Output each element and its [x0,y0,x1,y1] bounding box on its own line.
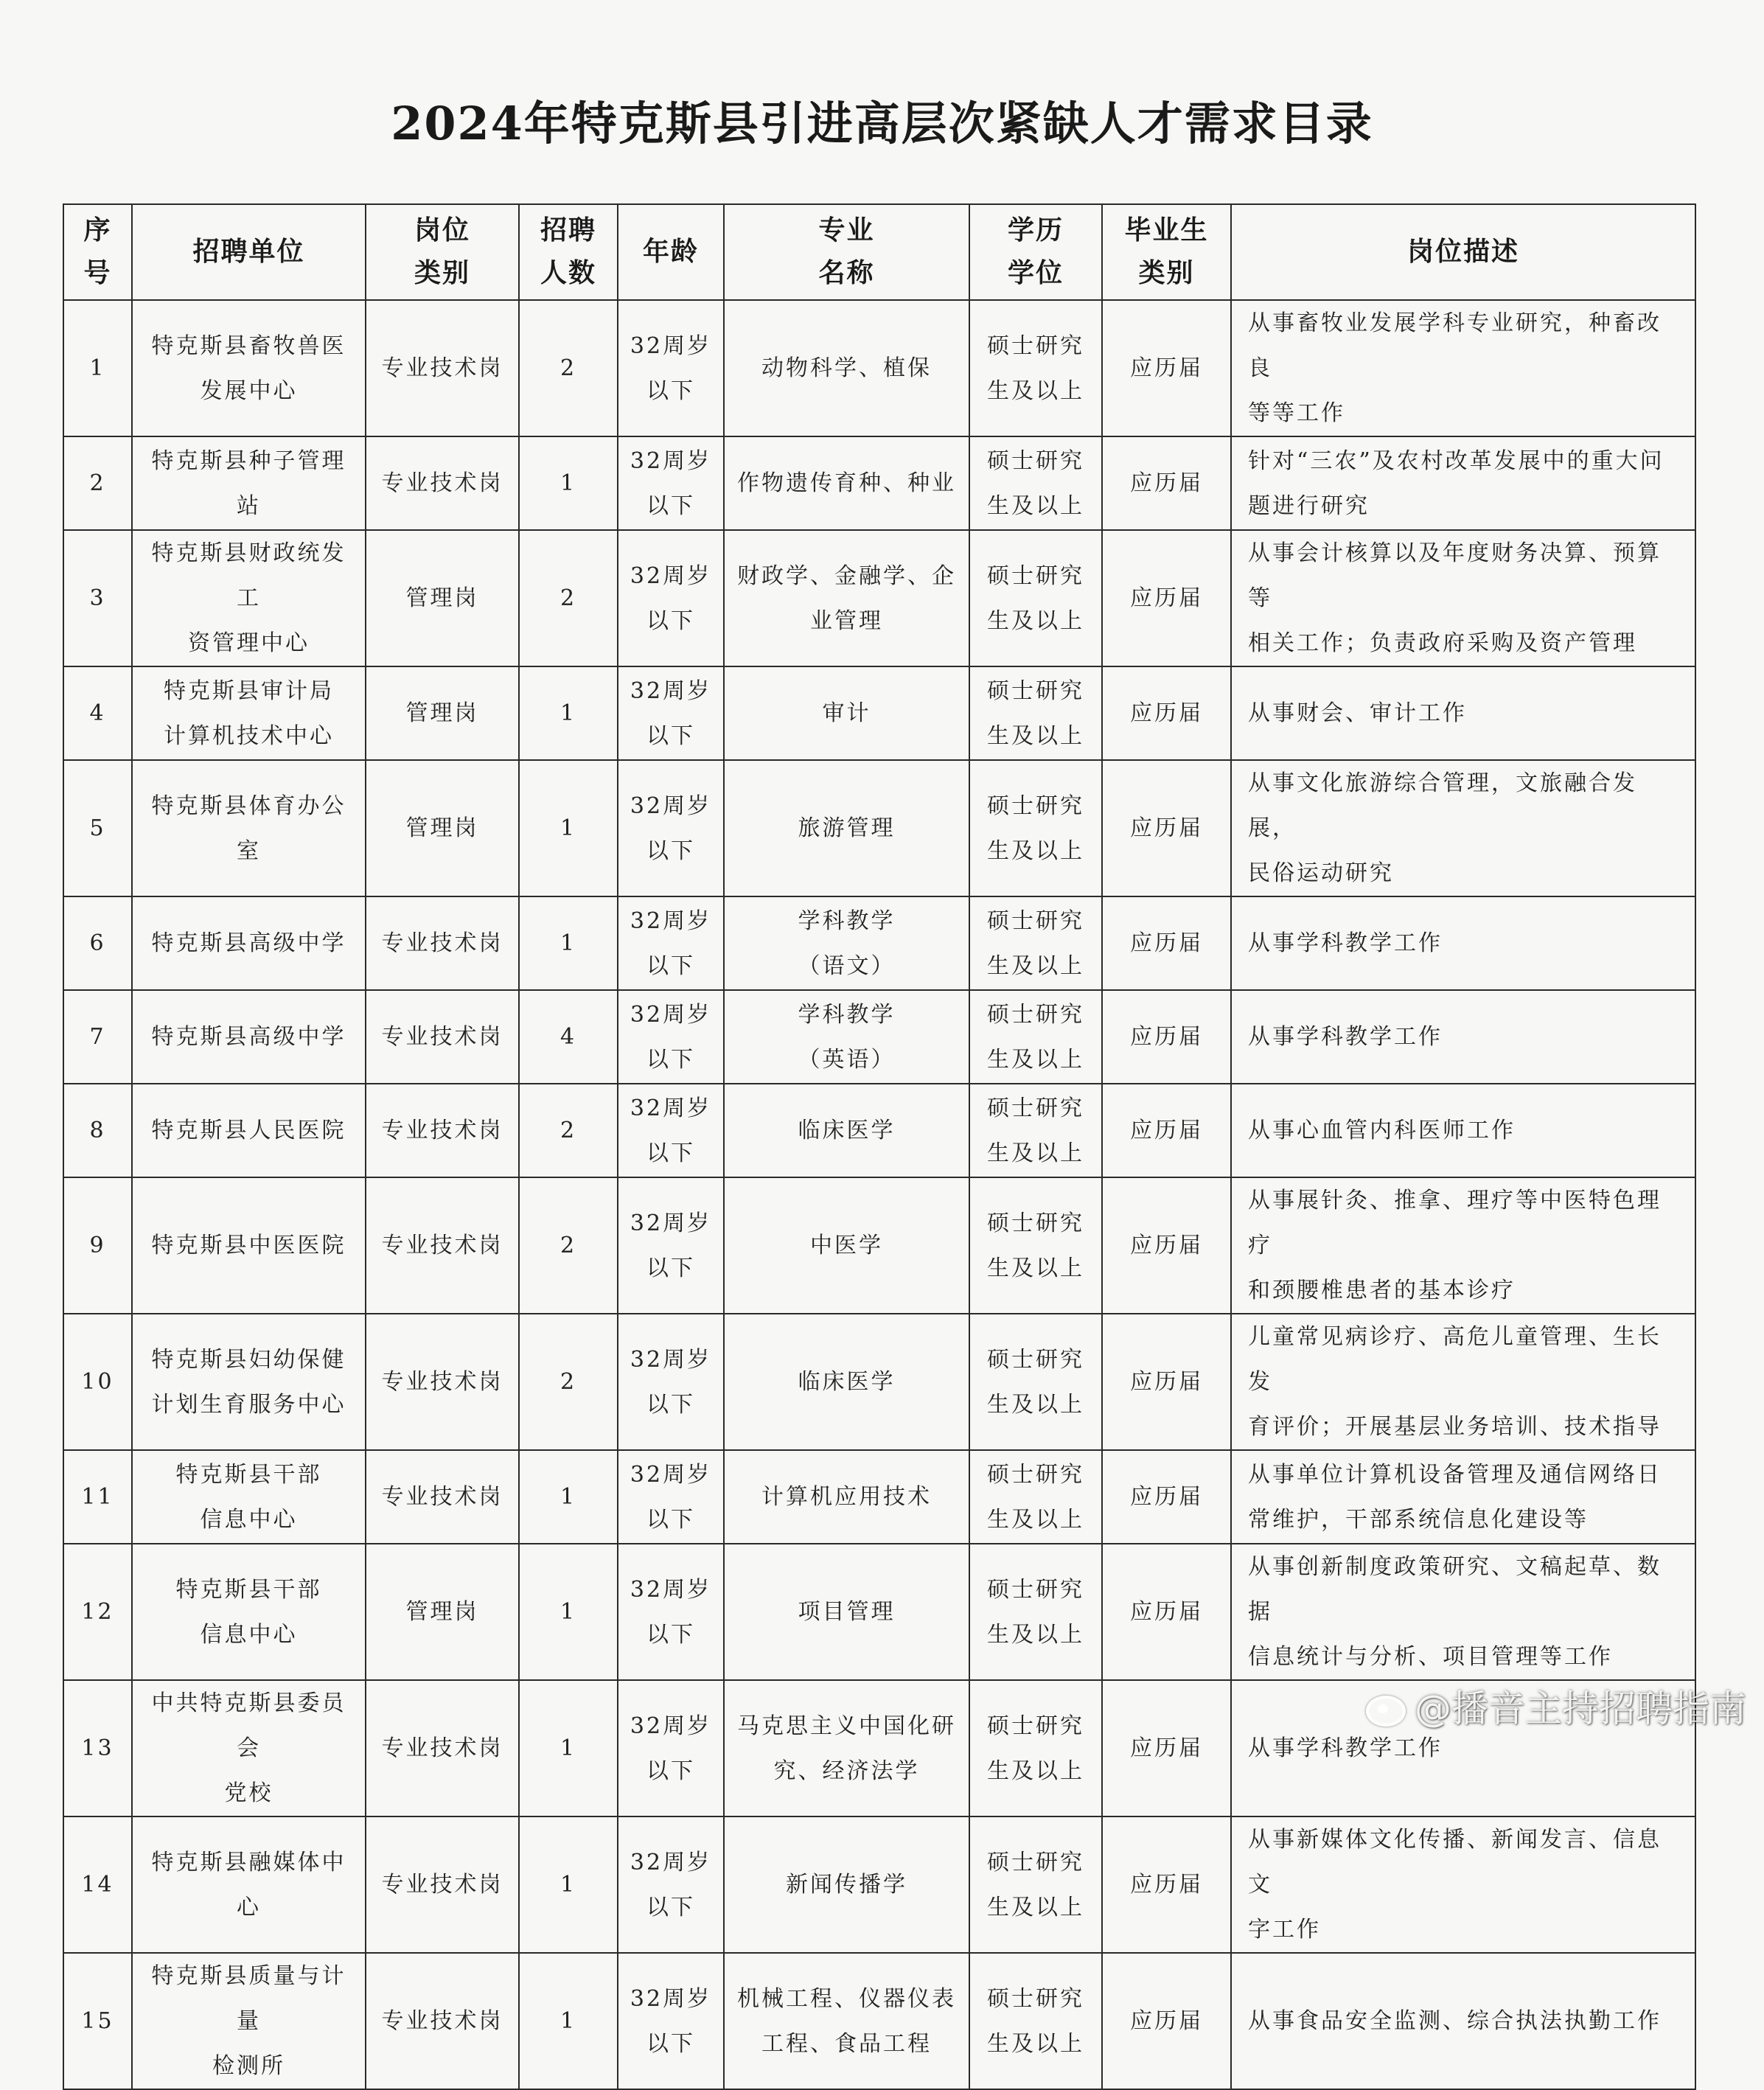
cell-age [618,530,724,666]
cell-age-line: 以下 [646,1046,695,1073]
cell-degree [969,990,1102,1084]
header-description: 岗位描述 [1231,204,1695,300]
cell-count: 2 [519,300,618,436]
cell-description-line: 从事学科教学工作 [1248,1735,1443,1761]
cell-degree [969,436,1102,530]
cell-age [618,1314,724,1450]
cell-age-line: 以下 [646,607,695,634]
cell-grad-type: 应历届 [1102,1450,1231,1544]
cell-age [618,1177,724,1314]
cell-unit-line: 特克斯县干部 [175,1461,322,1488]
cell-age-line: 32周岁 [630,908,712,934]
cell-seq: 13 [63,1680,132,1816]
cell-description [1231,896,1695,990]
table-row [63,666,1695,760]
cell-age-line: 以下 [646,2030,695,2057]
cell-major [724,1450,969,1544]
table-row [63,300,1695,436]
cell-age-line: 32周岁 [630,1713,712,1739]
cell-post-type: 管理岗 [366,1544,519,1680]
cell-degree [969,666,1102,760]
cell-unit [132,896,366,990]
cell-degree-line: 生及以上 [987,492,1084,519]
cell-unit-line: 特克斯县融媒体中心 [151,1849,346,1920]
header-row [63,204,1695,300]
cell-degree-line: 生及以上 [987,1140,1084,1166]
cell-seq: 3 [63,530,132,666]
header-count: 招聘 人数 [519,204,618,300]
cell-description [1231,300,1695,436]
cell-grad-type: 应历届 [1102,1084,1231,1177]
cell-degree-line: 硕士研究 [987,1713,1084,1739]
cell-grad-type: 应历届 [1102,1314,1231,1450]
cell-degree [969,1314,1102,1450]
cell-major [724,300,969,436]
cell-seq: 10 [63,1314,132,1450]
cell-seq: 2 [63,436,132,530]
table-row [63,530,1695,666]
cell-unit-line: 特克斯县高级中学 [151,1024,346,1050]
cell-description-line: 从事创新制度政策研究、文稿起草、数据 [1248,1554,1662,1625]
cell-description-line: 等等工作 [1248,400,1345,426]
cell-post-type: 专业技术岗 [366,1177,519,1314]
cell-age [618,760,724,896]
cell-degree [969,896,1102,990]
cell-degree [969,1177,1102,1314]
cell-description-line: 从事财会、审计工作 [1248,700,1467,726]
cell-grad-type: 应历届 [1102,1680,1231,1816]
weibo-icon [1363,1688,1406,1724]
cell-major [724,530,969,666]
cell-major [724,990,969,1084]
cell-post-type: 管理岗 [366,666,519,760]
cell-degree-line: 硕士研究 [987,1849,1084,1875]
cell-post-type: 专业技术岗 [366,300,519,436]
cell-description [1231,530,1695,666]
cell-major [724,1177,969,1314]
cell-count: 1 [519,1680,618,1816]
cell-major-line: （语文） [798,952,896,979]
cell-degree-line: 硕士研究 [987,1095,1084,1121]
cell-age [618,666,724,760]
cell-age-line: 以下 [646,952,695,979]
cell-unit-line: 特克斯县畜牧兽医 [151,332,346,359]
cell-age-line: 以下 [646,1391,695,1418]
cell-post-type: 专业技术岗 [366,1680,519,1816]
cell-seq: 5 [63,760,132,896]
cell-unit-line: 特克斯县人民医院 [151,1118,346,1143]
table-row [63,1544,1695,1680]
cell-description-line: 从事单位计算机设备管理及通信网络日 [1248,1461,1662,1488]
cell-unit-line: 特克斯县体育办公室 [151,793,346,864]
cell-unit [132,1816,366,1953]
cell-grad-type: 应历届 [1102,1177,1231,1314]
cell-unit-line: 计算机技术中心 [164,722,334,749]
cell-description-line: 育评价；开展基层业务培训、技术指导 [1248,1414,1662,1440]
talent-catalog-table [63,203,1696,2090]
cell-unit [132,436,366,530]
cell-age-line: 以下 [646,1621,695,1648]
cell-grad-type: 应历届 [1102,436,1231,530]
cell-post-type: 专业技术岗 [366,990,519,1084]
cell-major [724,1680,969,1816]
cell-count: 1 [519,666,618,760]
cell-seq: 14 [63,1816,132,1953]
cell-unit-line: 信息中心 [200,1621,298,1648]
cell-count: 4 [519,990,618,1084]
page-title: 2024年特克斯县引进高层次紧缺人才需求目录 [391,97,1373,150]
cell-age-line: 以下 [646,492,695,519]
cell-description-line: 从事学科教学工作 [1248,1024,1443,1050]
cell-unit-line: 中共特克斯县委员会 [151,1690,346,1761]
cell-age [618,300,724,436]
cell-unit-line: 党校 [224,1780,273,1806]
cell-description [1231,1953,1695,2089]
cell-unit-line: 特克斯县财政统发工 [151,540,346,611]
cell-major [724,1816,969,1953]
cell-description [1231,1314,1695,1450]
cell-description-line: 从事畜牧业发展学科专业研究，种畜改良 [1248,310,1662,381]
cell-count: 2 [519,1084,618,1177]
cell-age-line: 以下 [646,1758,695,1784]
cell-age-line: 32周岁 [630,447,712,474]
cell-degree [969,1450,1102,1544]
table-row [63,1953,1695,2089]
table-row [63,896,1695,990]
cell-degree-line: 硕士研究 [987,1001,1084,1028]
cell-unit [132,1680,366,1816]
cell-description [1231,1544,1695,1680]
cell-major-line: 动物科学、植保 [761,355,932,381]
cell-age [618,990,724,1084]
cell-seq: 7 [63,990,132,1084]
cell-age-line: 32周岁 [630,562,712,589]
cell-age-line: 以下 [646,1255,695,1281]
cell-age [618,896,724,990]
cell-major-line: 学科教学 [798,908,896,934]
cell-age [618,1953,724,2089]
cell-unit [132,760,366,896]
cell-age [618,1816,724,1953]
cell-post-type: 专业技术岗 [366,436,519,530]
cell-unit-line: 信息中心 [200,1506,298,1533]
cell-description [1231,1177,1695,1314]
cell-major [724,1084,969,1177]
cell-unit [132,1450,366,1544]
cell-major-line: 临床医学 [798,1369,896,1395]
watermark [1363,1679,1746,1732]
table-row [63,436,1695,530]
table-body [63,300,1695,2089]
cell-major-line: 作物遗传育种、种业 [737,470,956,496]
cell-seq: 6 [63,896,132,990]
cell-major-line: 学科教学 [798,1001,896,1028]
cell-description [1231,1816,1695,1953]
cell-description-line: 民俗运动研究 [1248,860,1394,886]
cell-unit [132,1084,366,1177]
cell-unit-line: 特克斯县种子管理站 [151,447,346,519]
cell-major-line: 财政学、金融学、企 [737,562,956,589]
header-degree: 学历 学位 [969,204,1102,300]
cell-major-line: 究、经济法学 [773,1758,920,1784]
cell-count: 1 [519,1544,618,1680]
cell-count: 1 [519,436,618,530]
cell-degree-line: 硕士研究 [987,793,1084,819]
header-post-type: 岗位 类别 [366,204,519,300]
cell-post-type: 专业技术岗 [366,1314,519,1450]
cell-degree [969,1953,1102,2089]
cell-major [724,896,969,990]
cell-degree [969,760,1102,896]
table-row [63,990,1695,1084]
cell-major-line: 旅游管理 [798,815,896,841]
cell-description-line: 从事学科教学工作 [1248,930,1443,956]
cell-major-line: 审计 [822,700,871,726]
cell-degree-line: 硕士研究 [987,677,1084,704]
cell-unit-line: 计划生育服务中心 [151,1391,346,1418]
cell-grad-type: 应历届 [1102,666,1231,760]
cell-description-line: 相关工作；负责政府采购及资产管理 [1248,630,1637,656]
cell-degree [969,530,1102,666]
cell-degree-line: 生及以上 [987,837,1084,864]
cell-grad-type: 应历届 [1102,896,1231,990]
cell-degree-line: 硕士研究 [987,1576,1084,1603]
cell-major-line: 马克思主义中国化研 [737,1713,956,1739]
cell-unit-line: 检测所 [212,2053,285,2079]
cell-age [618,1084,724,1177]
cell-degree [969,1544,1102,1680]
cell-post-type: 管理岗 [366,530,519,666]
cell-major [724,1544,969,1680]
cell-major [724,1314,969,1450]
cell-post-type: 专业技术岗 [366,1450,519,1544]
cell-age [618,1450,724,1544]
cell-unit-line: 特克斯县质量与计量 [151,1963,346,2034]
cell-age-line: 32周岁 [630,1095,712,1121]
cell-grad-type: 应历届 [1102,1816,1231,1953]
table-row [63,760,1695,896]
cell-description-line: 题进行研究 [1248,492,1370,519]
cell-description [1231,436,1695,530]
header-age: 年龄 [618,204,724,300]
cell-age-line: 32周岁 [630,1210,712,1236]
cell-description-line: 从事心血管内科医师工作 [1248,1118,1516,1143]
cell-description [1231,666,1695,760]
cell-major-line: 中医学 [810,1233,883,1258]
cell-grad-type: 应历届 [1102,1544,1231,1680]
cell-post-type: 专业技术岗 [366,896,519,990]
cell-major [724,666,969,760]
cell-degree-line: 生及以上 [987,1046,1084,1073]
cell-degree-line: 硕士研究 [987,332,1084,359]
cell-degree-line: 生及以上 [987,722,1084,749]
cell-description [1231,1450,1695,1544]
cell-post-type: 管理岗 [366,760,519,896]
cell-unit [132,530,366,666]
cell-unit [132,990,366,1084]
cell-grad-type: 应历届 [1102,760,1231,896]
cell-unit-line: 特克斯县审计局 [164,677,334,704]
table-row [63,1314,1695,1450]
cell-age-line: 以下 [646,1506,695,1533]
cell-post-type: 专业技术岗 [366,1953,519,2089]
cell-age-line: 32周岁 [630,793,712,819]
cell-age-line: 以下 [646,722,695,749]
cell-major-line: 项目管理 [798,1599,896,1625]
cell-degree-line: 生及以上 [987,1255,1084,1281]
cell-count: 1 [519,1953,618,2089]
header-unit: 招聘单位 [132,204,366,300]
cell-age-line: 以下 [646,1140,695,1166]
cell-age-line: 32周岁 [630,1461,712,1488]
cell-degree-line: 生及以上 [987,1758,1084,1784]
cell-degree-line: 硕士研究 [987,1985,1084,2012]
cell-degree-line: 硕士研究 [987,1461,1084,1488]
cell-age-line: 32周岁 [630,332,712,359]
cell-post-type: 专业技术岗 [366,1816,519,1953]
cell-grad-type: 应历届 [1102,530,1231,666]
cell-description [1231,1084,1695,1177]
cell-count: 1 [519,1816,618,1953]
cell-description [1231,990,1695,1084]
cell-age-line: 32周岁 [630,1576,712,1603]
cell-description-line: 针对“三农”及农村改革发展中的重大问 [1248,447,1664,474]
table-row [63,1450,1695,1544]
cell-age-line: 32周岁 [630,677,712,704]
cell-description-line: 从事新媒体文化传播、新闻发言、信息文 [1248,1827,1662,1898]
cell-description [1231,760,1695,896]
cell-description-line: 从事文化旅游综合管理，文旅融合发展， [1248,770,1637,841]
cell-degree-line: 生及以上 [987,1391,1084,1418]
cell-degree [969,1084,1102,1177]
cell-degree [969,1816,1102,1953]
cell-degree-line: 生及以上 [987,1894,1084,1920]
cell-unit-line: 特克斯县中医医院 [151,1233,346,1258]
cell-grad-type: 应历届 [1102,1953,1231,2089]
cell-count: 2 [519,1177,618,1314]
cell-count: 1 [519,896,618,990]
cell-grad-type: 应历届 [1102,990,1231,1084]
cell-major-line: 业管理 [810,607,883,634]
cell-major-line: 机械工程、仪器仪表 [737,1985,956,2012]
cell-age-line: 以下 [646,377,695,404]
header-major: 专业 名称 [724,204,969,300]
cell-degree-line: 硕士研究 [987,908,1084,934]
cell-description-line: 从事会计核算以及年度财务决算、预算等 [1248,540,1662,611]
cell-description-line: 和颈腰椎患者的基本诊疗 [1248,1278,1516,1303]
cell-grad-type: 应历届 [1102,300,1231,436]
cell-degree-line: 生及以上 [987,952,1084,979]
cell-unit [132,1177,366,1314]
cell-seq: 1 [63,300,132,436]
cell-degree-line: 硕士研究 [987,447,1084,474]
cell-age-line: 32周岁 [630,1985,712,2012]
cell-seq: 12 [63,1544,132,1680]
table-row [63,1084,1695,1177]
cell-major-line: 新闻传播学 [786,1872,907,1898]
cell-degree-line: 生及以上 [987,1506,1084,1533]
cell-description-line: 从事食品安全监测、综合执法执勤工作 [1248,2008,1662,2034]
cell-unit-line: 特克斯县干部 [175,1576,322,1603]
cell-unit [132,300,366,436]
cell-description-line: 儿童常见病诊疗、高危儿童管理、生长发 [1248,1324,1662,1395]
cell-seq: 8 [63,1084,132,1177]
cell-degree-line: 生及以上 [987,607,1084,634]
cell-seq: 15 [63,1953,132,2089]
cell-age [618,436,724,530]
cell-count: 1 [519,760,618,896]
cell-degree-line: 硕士研究 [987,1346,1084,1373]
cell-age [618,1544,724,1680]
header-grad-type: 毕业生 类别 [1102,204,1231,300]
cell-major-line: （英语） [798,1046,896,1073]
cell-unit-line: 资管理中心 [188,630,310,656]
cell-age-line: 32周岁 [630,1346,712,1373]
cell-unit [132,1544,366,1680]
cell-description-line: 字工作 [1248,1917,1321,1943]
cell-degree [969,1680,1102,1816]
cell-unit [132,1314,366,1450]
cell-seq: 4 [63,666,132,760]
header-seq: 序 号 [63,204,132,300]
cell-post-type: 专业技术岗 [366,1084,519,1177]
cell-degree-line: 硕士研究 [987,1210,1084,1236]
cell-age [618,1680,724,1816]
table-row [63,1177,1695,1314]
cell-major-line: 计算机应用技术 [761,1484,932,1510]
watermark-text: @播音主持招聘指南 [1415,1687,1746,1730]
cell-unit-line: 特克斯县妇幼保健 [151,1346,346,1373]
cell-major [724,760,969,896]
cell-age-line: 32周岁 [630,1001,712,1028]
cell-degree-line: 生及以上 [987,377,1084,404]
cell-description-line: 常维护，干部系统信息化建设等 [1248,1506,1589,1533]
cell-degree-line: 生及以上 [987,1621,1084,1648]
cell-description-line: 信息统计与分析、项目管理等工作 [1248,1644,1613,1670]
cell-count: 2 [519,530,618,666]
cell-seq: 9 [63,1177,132,1314]
cell-age-line: 以下 [646,837,695,864]
cell-count: 1 [519,1450,618,1544]
cell-degree-line: 生及以上 [987,2030,1084,2057]
cell-degree [969,300,1102,436]
cell-major [724,436,969,530]
cell-major-line: 工程、食品工程 [761,2030,932,2057]
cell-count: 2 [519,1314,618,1450]
table-row [63,1816,1695,1953]
cell-description-line: 从事展针灸、推拿、理疗等中医特色理疗 [1248,1188,1662,1258]
cell-seq: 11 [63,1450,132,1544]
cell-degree-line: 硕士研究 [987,562,1084,589]
cell-age-line: 32周岁 [630,1849,712,1875]
cell-unit-line: 特克斯县高级中学 [151,930,346,956]
cell-major [724,1953,969,2089]
cell-unit [132,666,366,760]
cell-unit-line: 发展中心 [200,377,298,404]
cell-age-line: 以下 [646,1894,695,1920]
cell-major-line: 临床医学 [798,1118,896,1143]
cell-unit [132,1953,366,2089]
